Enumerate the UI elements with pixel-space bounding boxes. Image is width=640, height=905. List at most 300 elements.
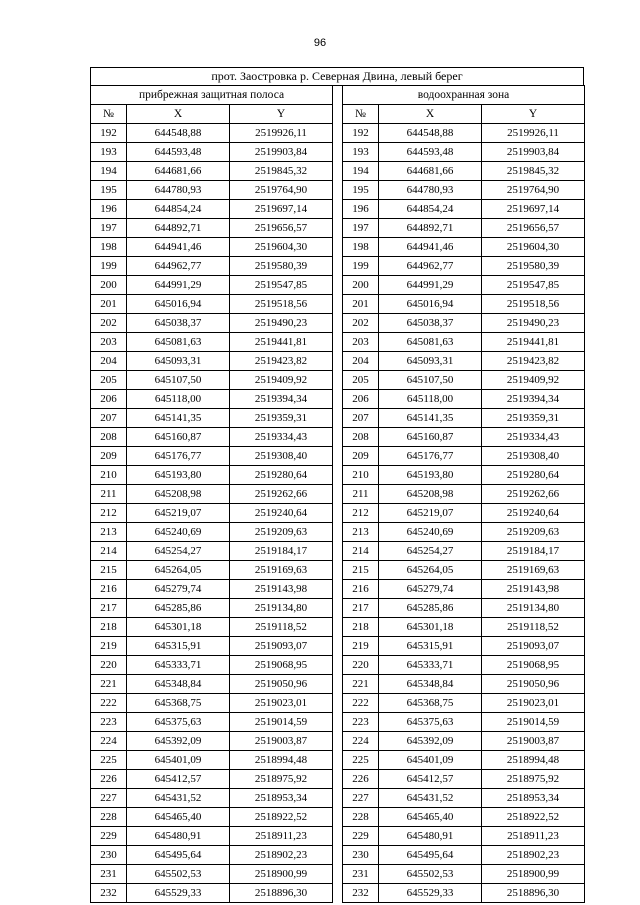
table-row [91,656,333,675]
point-number-cell: 209 [91,447,127,466]
y-coordinate-cell: 2519423,82 [482,352,585,371]
column-header-y: Y [482,105,585,124]
y-coordinate-cell: 2519441,81 [230,333,333,352]
table-body [91,124,333,903]
table-row [91,751,333,770]
point-number-cell: 200 [91,276,127,295]
y-coordinate-cell: 2519143,98 [482,580,585,599]
table-row [91,352,333,371]
x-coordinate-cell: 645375,63 [127,713,230,732]
y-coordinate-cell: 2519903,84 [482,143,585,162]
x-coordinate-cell: 645107,50 [127,371,230,390]
point-number-cell: 208 [343,428,379,447]
x-coordinate-cell: 645264,05 [127,561,230,580]
table-row [91,124,333,143]
point-number-cell: 193 [91,143,127,162]
point-number-cell: 216 [91,580,127,599]
point-number-cell: 221 [91,675,127,694]
point-number-cell: 232 [91,884,127,903]
y-coordinate-cell: 2519280,64 [230,466,333,485]
table-row [343,390,585,409]
table-row [91,295,333,314]
table-row [343,846,585,865]
table-row [343,865,585,884]
x-coordinate-cell: 645431,52 [379,789,482,808]
point-number-cell: 206 [91,390,127,409]
y-coordinate-cell: 2519280,64 [482,466,585,485]
table-row [343,884,585,903]
point-number-cell: 218 [343,618,379,637]
column-header-x: X [379,105,482,124]
table-body [343,124,585,903]
table-row [91,238,333,257]
point-number-cell: 231 [343,865,379,884]
y-coordinate-cell: 2518896,30 [482,884,585,903]
table-row [343,276,585,295]
table-row [91,694,333,713]
y-coordinate-cell: 2518896,30 [230,884,333,903]
table-row [343,409,585,428]
x-coordinate-cell: 645193,80 [127,466,230,485]
y-coordinate-cell: 2519656,57 [230,219,333,238]
point-number-cell: 220 [343,656,379,675]
x-coordinate-cell: 644854,24 [127,200,230,219]
x-coordinate-cell: 644593,48 [379,143,482,162]
y-coordinate-cell: 2519764,90 [230,181,333,200]
y-coordinate-cell: 2518911,23 [482,827,585,846]
y-coordinate-cell: 2518922,52 [482,808,585,827]
point-number-cell: 203 [343,333,379,352]
point-number-cell: 212 [91,504,127,523]
point-number-cell: 230 [91,846,127,865]
x-coordinate-cell: 645285,86 [379,599,482,618]
x-coordinate-cell: 645240,69 [127,523,230,542]
y-coordinate-cell: 2519143,98 [230,580,333,599]
x-coordinate-cell: 645240,69 [379,523,482,542]
table-row [343,580,585,599]
y-coordinate-cell: 2519023,01 [482,694,585,713]
table-row [91,542,333,561]
point-number-cell: 202 [343,314,379,333]
y-coordinate-cell: 2519518,56 [482,295,585,314]
point-number-cell: 226 [343,770,379,789]
y-coordinate-cell: 2519240,64 [482,504,585,523]
table-row [343,371,585,390]
point-number-cell: 199 [343,257,379,276]
y-coordinate-cell: 2518922,52 [230,808,333,827]
table-row [91,143,333,162]
y-coordinate-cell: 2519118,52 [482,618,585,637]
y-coordinate-cell: 2519003,87 [482,732,585,751]
y-coordinate-cell: 2519308,40 [230,447,333,466]
table-row [343,637,585,656]
y-coordinate-cell: 2518994,48 [482,751,585,770]
table-row [343,333,585,352]
point-number-cell: 214 [343,542,379,561]
y-coordinate-cell: 2518900,99 [230,865,333,884]
point-number-cell: 224 [91,732,127,751]
y-coordinate-cell: 2519068,95 [482,656,585,675]
coastal-protective-strip-table [90,85,333,903]
x-coordinate-cell: 644991,29 [379,276,482,295]
x-coordinate-cell: 645502,53 [379,865,482,884]
x-coordinate-cell: 645431,52 [127,789,230,808]
point-number-cell: 225 [91,751,127,770]
table-row [343,314,585,333]
table-row [343,732,585,751]
x-coordinate-cell: 645495,64 [379,846,482,865]
x-coordinate-cell: 645392,09 [127,732,230,751]
y-coordinate-cell: 2518975,92 [482,770,585,789]
y-coordinate-cell: 2519604,30 [482,238,585,257]
x-coordinate-cell: 645118,00 [127,390,230,409]
table-row [91,371,333,390]
y-coordinate-cell: 2519169,63 [482,561,585,580]
column-header-number: № [91,105,127,124]
x-coordinate-cell: 645348,84 [127,675,230,694]
y-coordinate-cell: 2519262,66 [482,485,585,504]
y-coordinate-cell: 2519118,52 [230,618,333,637]
table-row [91,200,333,219]
page-number: 96 [313,37,327,49]
y-coordinate-cell: 2518994,48 [230,751,333,770]
x-coordinate-cell: 645412,57 [127,770,230,789]
x-coordinate-cell: 644548,88 [379,124,482,143]
y-coordinate-cell: 2519093,07 [230,637,333,656]
y-coordinate-cell: 2519845,32 [230,162,333,181]
point-number-cell: 209 [343,447,379,466]
y-coordinate-cell: 2519547,85 [482,276,585,295]
table-row [343,485,585,504]
table-row [91,808,333,827]
x-coordinate-cell: 644681,66 [127,162,230,181]
table-row [91,314,333,333]
column-header-number: № [343,105,379,124]
y-coordinate-cell: 2518902,23 [230,846,333,865]
table-row [91,732,333,751]
table-row [91,257,333,276]
y-coordinate-cell: 2519656,57 [482,219,585,238]
x-coordinate-cell: 644892,71 [127,219,230,238]
point-number-cell: 221 [343,675,379,694]
x-coordinate-cell: 645529,33 [127,884,230,903]
x-coordinate-cell: 645333,71 [127,656,230,675]
x-coordinate-cell: 645480,91 [127,827,230,846]
point-number-cell: 195 [91,181,127,200]
point-number-cell: 210 [343,466,379,485]
y-coordinate-cell: 2518900,99 [482,865,585,884]
point-number-cell: 218 [91,618,127,637]
y-coordinate-cell: 2519068,95 [230,656,333,675]
point-number-cell: 206 [343,390,379,409]
y-coordinate-cell: 2519050,96 [482,675,585,694]
point-number-cell: 229 [343,827,379,846]
y-coordinate-cell: 2519441,81 [482,333,585,352]
table-row [343,599,585,618]
point-number-cell: 225 [343,751,379,770]
y-coordinate-cell: 2519926,11 [230,124,333,143]
y-coordinate-cell: 2519184,17 [230,542,333,561]
y-coordinate-cell: 2519490,23 [230,314,333,333]
point-number-cell: 219 [91,637,127,656]
table-row [91,599,333,618]
x-coordinate-cell: 645038,37 [379,314,482,333]
table-row [343,827,585,846]
x-coordinate-cell: 645368,75 [379,694,482,713]
y-coordinate-cell: 2519050,96 [230,675,333,694]
point-number-cell: 205 [343,371,379,390]
x-coordinate-cell: 644892,71 [379,219,482,238]
y-coordinate-cell: 2519903,84 [230,143,333,162]
y-coordinate-cell: 2519359,31 [482,409,585,428]
point-number-cell: 198 [91,238,127,257]
table-row [343,352,585,371]
x-coordinate-cell: 645301,18 [379,618,482,637]
point-number-cell: 226 [91,770,127,789]
y-coordinate-cell: 2518953,34 [482,789,585,808]
y-coordinate-cell: 2519764,90 [482,181,585,200]
x-coordinate-cell: 645016,94 [127,295,230,314]
table-row [343,656,585,675]
table-row [91,523,333,542]
x-coordinate-cell: 645193,80 [379,466,482,485]
x-coordinate-cell: 645465,40 [379,808,482,827]
y-coordinate-cell: 2519014,59 [482,713,585,732]
table-row [343,751,585,770]
table-row [343,466,585,485]
y-coordinate-cell: 2519134,80 [482,599,585,618]
x-coordinate-cell: 645401,09 [127,751,230,770]
x-coordinate-cell: 645465,40 [127,808,230,827]
table-row [91,390,333,409]
table-row [91,219,333,238]
x-coordinate-cell: 645502,53 [127,865,230,884]
y-coordinate-cell: 2519845,32 [482,162,585,181]
table-row [343,789,585,808]
point-number-cell: 216 [343,580,379,599]
x-coordinate-cell: 645392,09 [379,732,482,751]
point-number-cell: 217 [91,599,127,618]
table-row [343,618,585,637]
y-coordinate-cell: 2519209,63 [230,523,333,542]
x-coordinate-cell: 645081,63 [127,333,230,352]
point-number-cell: 230 [343,846,379,865]
point-number-cell: 228 [91,808,127,827]
x-coordinate-cell: 645107,50 [379,371,482,390]
y-coordinate-cell: 2519169,63 [230,561,333,580]
table-row [343,770,585,789]
table-row [91,181,333,200]
y-coordinate-cell: 2519547,85 [230,276,333,295]
x-coordinate-cell: 645176,77 [127,447,230,466]
table-row [343,219,585,238]
point-number-cell: 217 [343,599,379,618]
x-coordinate-cell: 645038,37 [127,314,230,333]
y-coordinate-cell: 2519409,92 [230,371,333,390]
table-row [343,523,585,542]
table-row [343,238,585,257]
table-row [91,428,333,447]
x-coordinate-cell: 645401,09 [379,751,482,770]
table-row [91,827,333,846]
x-coordinate-cell: 645279,74 [127,580,230,599]
y-coordinate-cell: 2519423,82 [230,352,333,371]
point-number-cell: 201 [91,295,127,314]
x-coordinate-cell: 644941,46 [379,238,482,257]
x-coordinate-cell: 645333,71 [379,656,482,675]
x-coordinate-cell: 644780,93 [127,181,230,200]
x-coordinate-cell: 645219,07 [127,504,230,523]
point-number-cell: 223 [343,713,379,732]
table-row [343,808,585,827]
x-coordinate-cell: 645279,74 [379,580,482,599]
x-coordinate-cell: 645093,31 [379,352,482,371]
x-coordinate-cell: 645301,18 [127,618,230,637]
table-row [343,143,585,162]
x-coordinate-cell: 645093,31 [127,352,230,371]
table-row [343,713,585,732]
table-row [343,504,585,523]
point-number-cell: 211 [343,485,379,504]
point-number-cell: 204 [343,352,379,371]
table-row [91,618,333,637]
table-row [91,504,333,523]
column-header-y: Y [230,105,333,124]
x-coordinate-cell: 645208,98 [379,485,482,504]
x-coordinate-cell: 645016,94 [379,295,482,314]
x-coordinate-cell: 644780,93 [379,181,482,200]
x-coordinate-cell: 645141,35 [379,409,482,428]
x-coordinate-cell: 645254,27 [127,542,230,561]
y-coordinate-cell: 2519023,01 [230,694,333,713]
x-coordinate-cell: 645081,63 [379,333,482,352]
point-number-cell: 231 [91,865,127,884]
y-coordinate-cell: 2519240,64 [230,504,333,523]
point-number-cell: 223 [91,713,127,732]
x-coordinate-cell: 645348,84 [379,675,482,694]
table-caption: прибрежная защитная полоса [91,86,333,105]
point-number-cell: 208 [91,428,127,447]
y-coordinate-cell: 2519518,56 [230,295,333,314]
point-number-cell: 222 [91,694,127,713]
table-row [91,276,333,295]
table-row [91,865,333,884]
x-coordinate-cell: 644962,77 [127,257,230,276]
point-number-cell: 197 [91,219,127,238]
table-row [91,637,333,656]
table-row [343,124,585,143]
table-row [91,466,333,485]
y-coordinate-cell: 2518953,34 [230,789,333,808]
x-coordinate-cell: 645176,77 [379,447,482,466]
point-number-cell: 215 [91,561,127,580]
table-row [91,770,333,789]
table-row [343,694,585,713]
table-row [91,675,333,694]
x-coordinate-cell: 645219,07 [379,504,482,523]
point-number-cell: 227 [91,789,127,808]
x-coordinate-cell: 645208,98 [127,485,230,504]
y-coordinate-cell: 2519134,80 [230,599,333,618]
table-row [343,675,585,694]
table-row [343,561,585,580]
y-coordinate-cell: 2519580,39 [482,257,585,276]
y-coordinate-cell: 2519394,34 [482,390,585,409]
point-number-cell: 220 [91,656,127,675]
y-coordinate-cell: 2519697,14 [482,200,585,219]
x-coordinate-cell: 645529,33 [379,884,482,903]
x-coordinate-cell: 645118,00 [379,390,482,409]
point-number-cell: 229 [91,827,127,846]
y-coordinate-cell: 2519003,87 [230,732,333,751]
y-coordinate-cell: 2519334,43 [482,428,585,447]
point-number-cell: 213 [91,523,127,542]
point-number-cell: 201 [343,295,379,314]
table-row [91,447,333,466]
x-coordinate-cell: 644593,48 [127,143,230,162]
point-number-cell: 203 [91,333,127,352]
point-number-cell: 195 [343,181,379,200]
table-row [91,561,333,580]
table-row [91,485,333,504]
point-number-cell: 199 [91,257,127,276]
table-caption: водоохранная зона [343,86,585,105]
y-coordinate-cell: 2519093,07 [482,637,585,656]
y-coordinate-cell: 2518911,23 [230,827,333,846]
column-header-x: X [127,105,230,124]
y-coordinate-cell: 2519014,59 [230,713,333,732]
point-number-cell: 204 [91,352,127,371]
y-coordinate-cell: 2519334,43 [230,428,333,447]
table-row [91,162,333,181]
y-coordinate-cell: 2518902,23 [482,846,585,865]
point-number-cell: 214 [91,542,127,561]
point-number-cell: 212 [343,504,379,523]
point-number-cell: 194 [343,162,379,181]
table-row [91,789,333,808]
table-row [91,713,333,732]
x-coordinate-cell: 645368,75 [127,694,230,713]
x-coordinate-cell: 645495,64 [127,846,230,865]
x-coordinate-cell: 645412,57 [379,770,482,789]
y-coordinate-cell: 2519184,17 [482,542,585,561]
point-number-cell: 227 [343,789,379,808]
y-coordinate-cell: 2519490,23 [482,314,585,333]
point-number-cell: 228 [343,808,379,827]
x-coordinate-cell: 644548,88 [127,124,230,143]
point-number-cell: 207 [91,409,127,428]
y-coordinate-cell: 2519308,40 [482,447,585,466]
table-row [343,295,585,314]
point-number-cell: 202 [91,314,127,333]
point-number-cell: 192 [343,124,379,143]
point-number-cell: 224 [343,732,379,751]
x-coordinate-cell: 645141,35 [127,409,230,428]
table-row [91,846,333,865]
x-coordinate-cell: 644854,24 [379,200,482,219]
x-coordinate-cell: 645254,27 [379,542,482,561]
x-coordinate-cell: 645315,91 [379,637,482,656]
x-coordinate-cell: 645315,91 [127,637,230,656]
y-coordinate-cell: 2519580,39 [230,257,333,276]
y-coordinate-cell: 2519697,14 [230,200,333,219]
x-coordinate-cell: 644941,46 [127,238,230,257]
y-coordinate-cell: 2518975,92 [230,770,333,789]
point-number-cell: 211 [91,485,127,504]
point-number-cell: 196 [343,200,379,219]
y-coordinate-cell: 2519209,63 [482,523,585,542]
point-number-cell: 232 [343,884,379,903]
